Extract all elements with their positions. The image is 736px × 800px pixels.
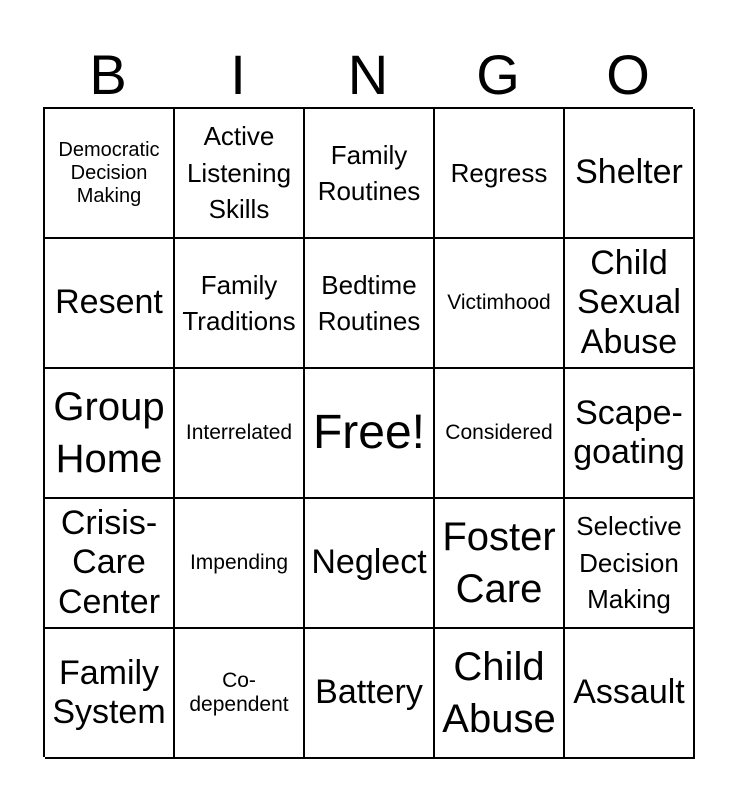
bingo-cell-active-listening-skills[interactable] [175,109,305,239]
header-letter-i: I [230,43,246,106]
cell-label: Co-dependent [189,668,289,716]
bingo-cell-family-system[interactable] [45,629,175,759]
cell-label: Impending [189,550,289,574]
cell-label: Foster Care [442,515,556,611]
bingo-board [43,107,693,757]
cell-label: Family Routines [317,139,421,206]
bingo-cell-battery[interactable] [305,629,435,759]
cell-label: Democratic Decision Making [58,138,160,207]
bingo-cell-child-sexual-abuse[interactable] [565,239,695,369]
header-letter-n: N [347,43,389,106]
bingo-cell-foster-care[interactable] [435,499,565,629]
cell-label: Resent [55,283,163,322]
cell-label: Free! [312,406,426,460]
bingo-cell-child-abuse[interactable] [435,629,565,759]
bingo-cell-bedtime-routines[interactable] [305,239,435,369]
bingo-cell-group-home[interactable] [45,369,175,499]
cell-label: Family System [52,653,166,731]
bingo-cell-crisis-care-center[interactable] [45,499,175,629]
bingo-cell-selective-decision-making[interactable] [565,499,695,629]
bingo-cell-considered[interactable] [435,369,565,499]
header-letter-b: B [89,43,127,106]
cell-label: Regress [450,157,548,188]
cell-label: Considered [445,420,553,444]
cell-label: Selective Decision Making [576,511,682,615]
cell-label: Child Sexual Abuse [577,244,681,361]
bingo-cell-interrelated[interactable] [175,369,305,499]
cell-label: Family Traditions [182,269,296,336]
bingo-cell-democratic-decision-making[interactable] [45,109,175,239]
bingo-cell-neglect[interactable] [305,499,435,629]
cell-label: Scape-goating [573,393,685,471]
bingo-cell-family-traditions[interactable] [175,239,305,369]
cell-label: Interrelated [185,420,293,444]
cell-label: Assault [573,673,685,712]
cell-label: Shelter [575,153,683,192]
cell-label: Child Abuse [442,645,556,741]
bingo-cell-resent[interactable] [45,239,175,369]
bingo-cell-shelter[interactable] [565,109,695,239]
bingo-cell-family-routines[interactable] [305,109,435,239]
bingo-cell-co-dependent[interactable] [175,629,305,759]
bingo-cell-assault[interactable] [565,629,695,759]
bingo-cell-regress[interactable] [435,109,565,239]
cell-label: Bedtime Routines [317,269,421,336]
cell-label: Active Listening Skills [186,121,292,225]
cell-label: Battery [315,673,423,712]
bingo-cell-free-space[interactable] [305,369,435,499]
bingo-cell-scapegoating[interactable] [565,369,695,499]
cell-label: Victimhood [447,290,551,314]
bingo-cell-impending[interactable] [175,499,305,629]
cell-label: Crisis-Care Center [57,504,161,621]
header-letter-o: O [606,43,650,106]
bingo-cell-victimhood[interactable] [435,239,565,369]
header-letter-g: G [476,43,520,106]
cell-label: Neglect [311,543,427,582]
cell-label: Group Home [53,385,165,481]
bingo-header [43,44,693,106]
